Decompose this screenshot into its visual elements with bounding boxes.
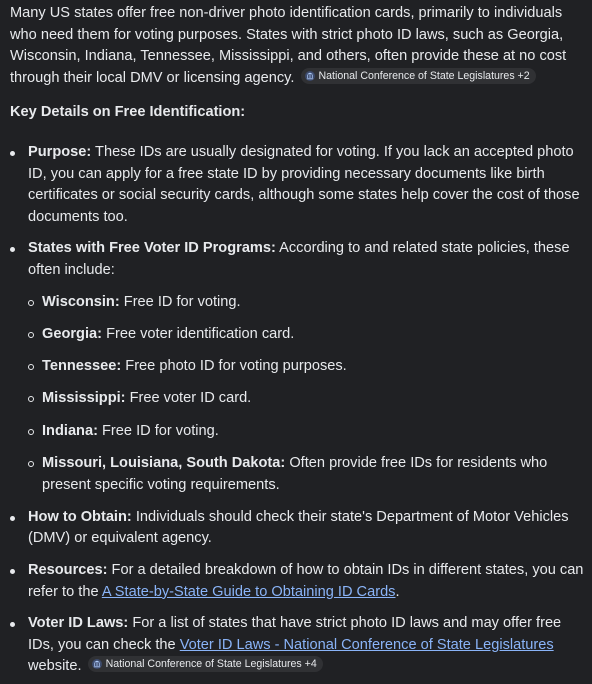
state-name: Indiana: [42, 422, 98, 439]
list-item-resources [10, 560, 584, 603]
sublist-item-indiana [28, 421, 584, 443]
item-label: Voter ID Laws: [28, 615, 129, 632]
state-name: Georgia: [42, 325, 103, 342]
sublist-item-missouri-louisiana-south-dakota [28, 453, 584, 496]
state-detail: Free voter ID card. [125, 390, 252, 407]
list-item-purpose [10, 142, 584, 228]
item-text: These IDs are usually designated for voting. If you lack an accepted photo ID, you can apply for a free state ID by providing necessary documents like birth certificates or social security cards, although some states help cover the cost of those documents too. [28, 143, 580, 225]
list-item-how-to-obtain [10, 507, 584, 550]
intro-paragraph [10, 3, 584, 89]
intro-text: Many US states offer free non-driver photo identification cards, primarily to individuals who need them for voting purposes. States with strict photo ID laws, such as Georgia, Wisconsin, Indiana, Tennessee, Mississippi, and others, often provide these at no cost through their local DMV or licensing agency. [10, 5, 567, 86]
item-text-end: . [395, 583, 400, 600]
states-sublist [28, 292, 584, 497]
item-text: For a detailed breakdown of how to obtain IDs in different states, you can refer to the [28, 562, 584, 600]
item-label: States with Free Voter ID Programs: [28, 240, 276, 257]
state-detail: Often provide free IDs for residents who present specific voting requirements. [42, 454, 548, 493]
item-label: How to Obtain: [28, 508, 132, 525]
institution-icon [305, 71, 315, 81]
state-name: Missouri, Louisiana, South Dakota: [42, 454, 286, 471]
list-item-voter-id-laws [10, 613, 584, 678]
state-guide-link[interactable]: A State-by-State Guide to Obtaining ID Cards [101, 583, 396, 600]
item-text: According to and related state policies, these often include: [28, 240, 570, 278]
citation-chip[interactable] [301, 68, 536, 84]
details-list [10, 142, 584, 678]
citation-label: National Conference of State Legislatures +2 [318, 69, 530, 82]
state-detail: Free ID for voting. [119, 293, 241, 310]
sublist-item-mississippi [28, 388, 584, 410]
state-detail: Free ID for voting. [97, 422, 219, 439]
state-detail: Free voter identification card. [102, 325, 295, 342]
state-name: Mississippi: [42, 390, 126, 407]
section-heading: Key Details on Free Identification: [10, 104, 246, 121]
sublist-item-georgia [28, 324, 584, 346]
list-item-states [10, 238, 584, 496]
state-name: Wisconsin: [42, 293, 120, 310]
item-label: Purpose: [28, 143, 92, 160]
sublist-item-tennessee [28, 356, 584, 378]
item-label: Resources: [28, 562, 108, 578]
item-text-end: website. [28, 658, 82, 675]
voter-id-laws-link[interactable]: Voter ID Laws - National Conference of State Legislatures [179, 636, 554, 653]
sublist-item-wisconsin [28, 292, 584, 314]
item-text: For a list of states that have strict photo ID laws and may offer free IDs, you can check the [28, 615, 562, 653]
citation-chip[interactable] [88, 656, 323, 672]
state-detail: Free photo ID for voting purposes. [121, 358, 347, 375]
state-name: Tennessee: [42, 358, 122, 375]
item-text: Individuals should check their state's Department of Motor Vehicles (DMV) or equivalent agency. [28, 508, 569, 547]
institution-icon [92, 659, 102, 669]
citation-label: National Conference of State Legislatures +4 [105, 658, 317, 671]
